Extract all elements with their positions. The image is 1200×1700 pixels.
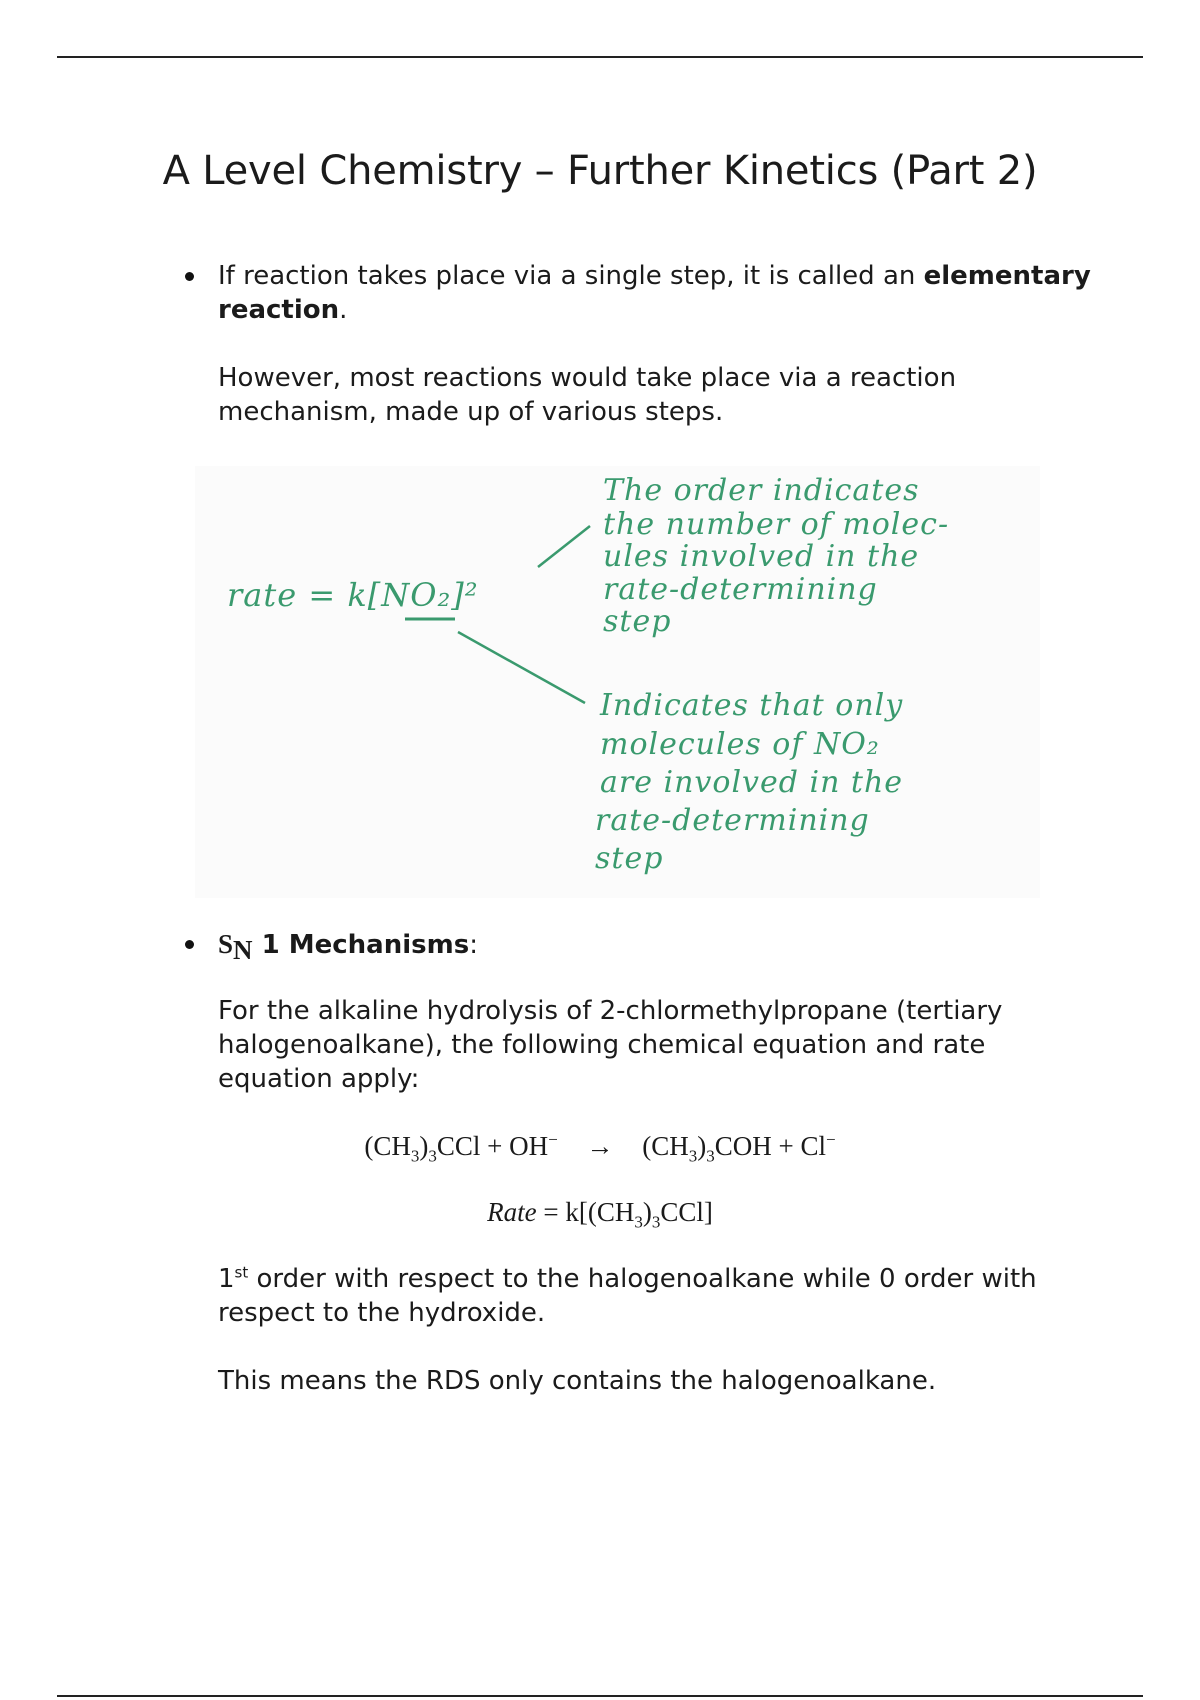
eq-lhs-sub1: 3 [410,1146,420,1166]
eq-lhs-b: ) [419,1131,429,1161]
pointer-line-lower [458,632,585,703]
rds-conclusion: This means the RDS only contains the halogenoalkane. [218,1366,937,1396]
eq-rhs-b: ) [697,1131,707,1161]
eq-lhs-c: CCl + OH [436,1131,549,1161]
eq-rhs-sub1: 3 [688,1146,698,1166]
order-text: order with respect to the halogenoalkane while 0 order with respect to the hydroxide. [218,1264,1037,1328]
rate-eq-sub2: 3 [651,1212,661,1232]
rate-eq-mid: ) [642,1197,652,1227]
page-title: A Level Chemistry – Further Kinetics (Part 2) [162,148,1038,194]
molecules-note-line-3: are involved in the [600,765,904,800]
molecules-note-line-4: rate-determining [595,803,870,838]
bullet-dot [185,940,194,949]
eq-rhs-a: (CH [642,1131,689,1161]
order-ordinal: st [234,1263,249,1282]
mechanism-paragraph: However, most reactions would take place via a reaction mechanism, made up of various steps. [218,363,957,427]
pointer-line-upper [538,526,590,567]
mechanisms-label: 1 Mechanisms [261,930,470,960]
bottom-rule [57,1695,1143,1697]
order-note-line-2: the number of molec- [603,507,950,542]
eq-lhs-sub2: 3 [428,1146,437,1166]
chemical-equation [0,1130,1200,1166]
handwritten-annotation [195,466,1040,898]
eq-lhs-charge: − [548,1130,558,1149]
eq-lhs-a: (CH [364,1131,411,1161]
order-number: 1 [218,1264,235,1294]
order-note-line-1: The order indicates [603,473,920,508]
molecules-note-line-5: step [595,841,664,876]
rate-eq-sub1: 3 [634,1212,643,1232]
hydrolysis-intro: For the alkaline hydrolysis of 2-chlormethylpropane (tertiary halogenoalkane), the following chemical equation and rate equation apply: [218,996,1003,1094]
elementary-reaction-term: elementary reaction [218,261,1091,325]
bullet1-suffix: . [339,295,348,325]
order-paragraph [218,1262,1098,1330]
molecules-note-line-2: molecules of NO₂ [600,727,880,762]
rate-equation [0,1197,1200,1232]
elementary-reaction-paragraph [218,259,1098,327]
rate-expression: rate = k[NO₂]² [227,576,479,614]
eq-rhs-c: COH + Cl [714,1131,826,1161]
order-note-line-4: rate-determining [603,572,878,607]
rate-word: Rate [487,1197,537,1227]
molecules-note-line-1: Indicates that only [600,688,904,723]
bullet-dot [185,272,194,281]
order-note-line-5: step [603,604,672,639]
top-rule [57,56,1143,58]
sn-label: S [218,929,234,959]
reaction-arrow: → [586,1131,614,1161]
rate-eq-k: = k[(CH [536,1197,635,1227]
heading-colon: : [469,930,478,960]
bullet1-text: If reaction takes place via a single step, it is called an [218,261,916,291]
eq-rhs-charge: − [826,1130,836,1149]
sn-subscript: N [233,935,253,966]
rate-eq-end: CCl] [660,1197,713,1227]
sn1-heading [218,927,478,967]
order-note-line-3: ules involved in the [603,539,920,574]
eq-rhs-sub2: 3 [706,1146,715,1166]
